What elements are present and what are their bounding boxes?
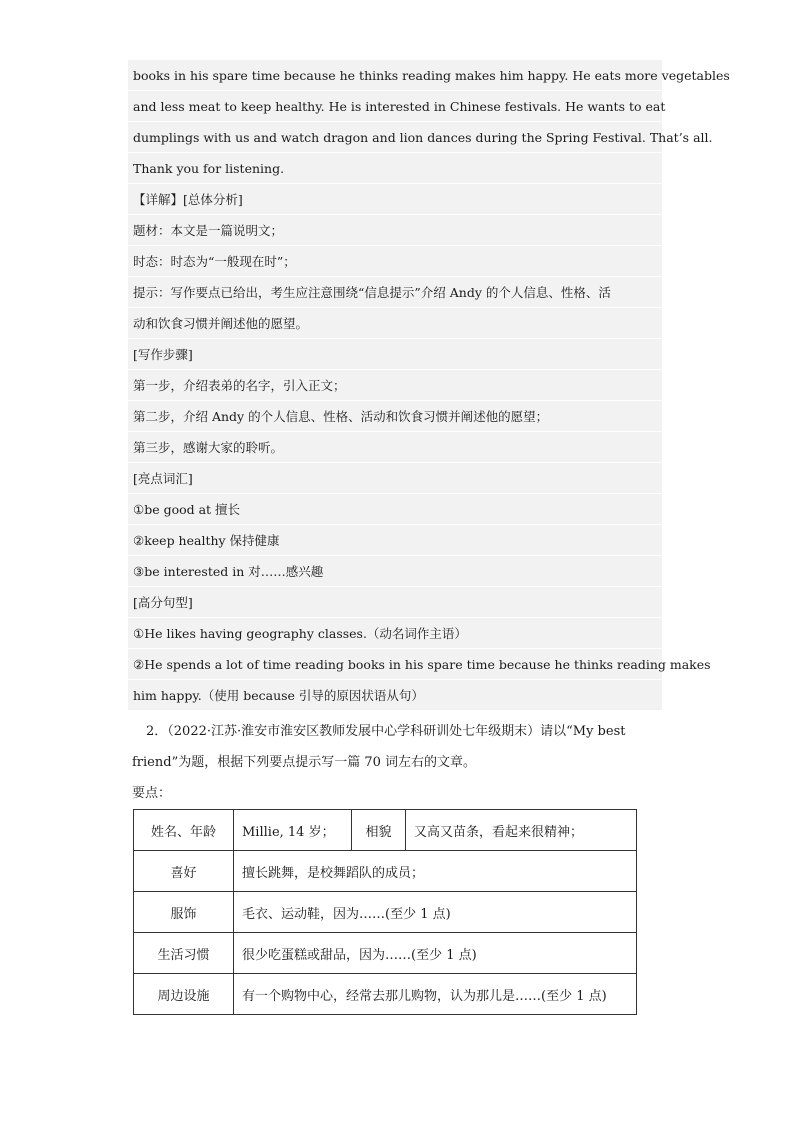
step-line: 第二步，介绍 Andy 的个人信息、性格、活动和饮食习惯并阐述他的愿望； <box>128 401 662 432</box>
analysis-line: 提示：写作要点已给出，考生应注意围绕“信息提示”介绍 Andy 的个人信息、性格、活 <box>128 277 662 308</box>
answer-line: books in his spare time because he thinks reading makes him happy. He eats more vegetables <box>128 60 662 91</box>
analysis-line: 时态：时态为“一般现在时”； <box>128 246 662 277</box>
step-line: 第三步，感谢大家的聆听。 <box>128 432 662 463</box>
vocab-line: ②keep healthy 保持健康 <box>128 525 662 556</box>
analysis-line: 动和饮食习惯并阐述他的愿望。 <box>128 308 662 339</box>
question-text-line: 2．（2022·江苏·淮安市淮安区教师发展中心学科研训处七年级期末）请以“My best <box>146 724 626 739</box>
sentence-heading: [高分句型] <box>128 587 662 618</box>
table-cell-label: 周边设施 <box>134 974 234 1015</box>
points-label: 要点： <box>132 786 172 801</box>
table-cell-label: 相貌 <box>352 810 406 851</box>
table-cell-label: 服饰 <box>134 892 234 933</box>
points-table <box>133 809 637 1015</box>
table-cell-value: 又高又苗条，看起来很精神； <box>406 810 637 851</box>
table-row <box>134 810 637 851</box>
analysis-line: 题材：本文是一篇说明文； <box>128 215 662 246</box>
question-2 <box>132 716 662 809</box>
table-cell-value: Millie, 14 岁； <box>234 810 352 851</box>
vocab-line: ①be good at 擅长 <box>128 494 662 525</box>
table-cell-label: 姓名、年龄 <box>134 810 234 851</box>
table-cell-value: 很少吃蛋糕或甜品，因为……(至少 1 点) <box>234 933 637 974</box>
step-line: 第一步，介绍表弟的名字，引入正文； <box>128 370 662 401</box>
table-cell-label: 生活习惯 <box>134 933 234 974</box>
answer-line: and less meat to keep healthy. He is interested in Chinese festivals. He wants to eat <box>128 91 662 122</box>
vocab-line: ③be interested in 对……感兴趣 <box>128 556 662 587</box>
table-cell-value: 毛衣、运动鞋，因为……(至少 1 点) <box>234 892 637 933</box>
table-row <box>134 933 637 974</box>
sentence-line: ①He likes having geography classes.（动名词作主语） <box>128 618 662 649</box>
question-text-line: friend”为题，根据下列要点提示写一篇 70 词左右的文章。 <box>132 755 477 770</box>
answer-line: dumplings with us and watch dragon and lion dances during the Spring Festival. That’s all. <box>128 122 662 153</box>
table-row <box>134 974 637 1015</box>
sentence-line: him happy.（使用 because 引导的原因状语从句） <box>128 680 662 711</box>
table-row <box>134 892 637 933</box>
sentence-line: ②He spends a lot of time reading books in his spare time because he thinks reading makes <box>128 649 662 680</box>
steps-heading: [写作步骤] <box>128 339 662 370</box>
analysis-heading: 【详解】[总体分析] <box>128 184 662 215</box>
table-cell-value: 擅长跳舞，是校舞蹈队的成员； <box>234 851 637 892</box>
table-cell-label: 喜好 <box>134 851 234 892</box>
answer-line: Thank you for listening. <box>128 153 662 184</box>
table-row <box>134 851 637 892</box>
table-cell-value: 有一个购物中心，经常去那儿购物，认为那儿是……(至少 1 点) <box>234 974 637 1015</box>
answer-section <box>128 60 730 711</box>
vocab-heading: [亮点词汇] <box>128 463 662 494</box>
